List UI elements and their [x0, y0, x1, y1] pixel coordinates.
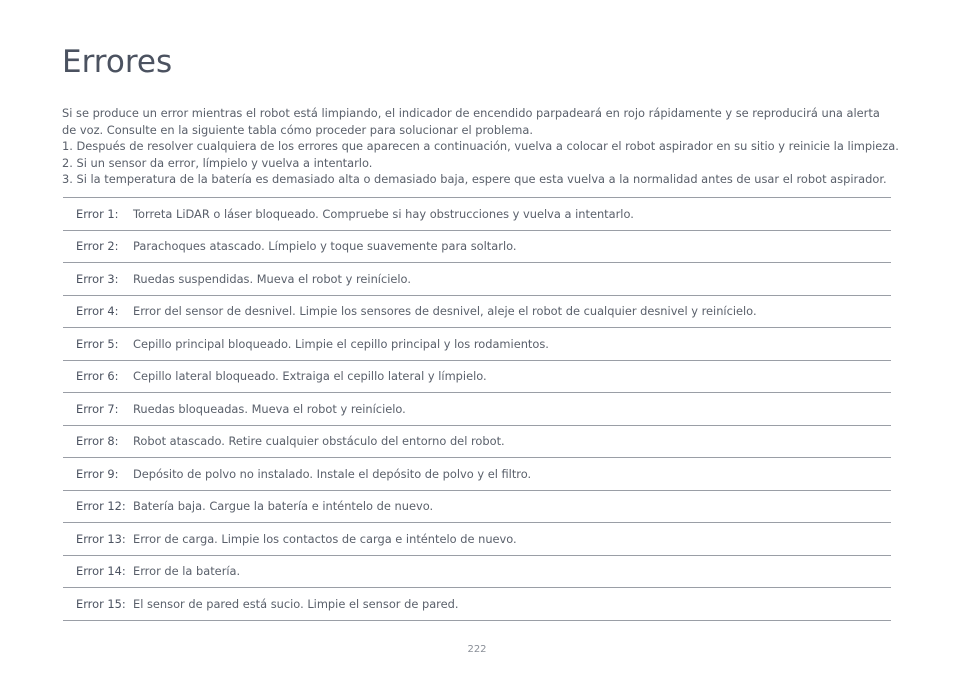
table-row [63, 328, 891, 361]
error-description: Error del sensor de desnivel. Limpie los sensores de desnivel, aleje el robot de cualquier desnivel y reinícielo. [133, 304, 757, 319]
table-row [63, 296, 891, 329]
table-row [63, 523, 891, 556]
table-row [63, 556, 891, 589]
intro-line: 3. Si la temperatura de la batería es demasiado alta o demasiado baja, espere que esta vuelva a la normalidad antes de usar el robot aspirador. [62, 172, 887, 186]
error-description: Torreta LiDAR o láser bloqueado. Compruebe si hay obstrucciones y vuelva a intentarlo. [133, 206, 634, 221]
error-code: Error 2: [76, 239, 119, 254]
error-table [63, 197, 891, 621]
table-row [63, 198, 891, 231]
error-code: Error 6: [76, 369, 119, 384]
intro-line: Si se produce un error mientras el robot está limpiando, el indicador de encendido parpadeará en rojo rápidamente y se reproducirá una alerta [62, 106, 880, 120]
error-description: Cepillo lateral bloqueado. Extraiga el cepillo lateral y límpielo. [133, 369, 487, 384]
intro-text [62, 105, 898, 188]
table-row [63, 263, 891, 296]
intro-line: 2. Si un sensor da error, límpielo y vuelva a intentarlo. [62, 155, 373, 170]
table-row [63, 361, 891, 394]
error-code: Error 8: [76, 434, 119, 449]
error-description: Ruedas suspendidas. Mueva el robot y reinícielo. [133, 271, 411, 286]
error-description: Depósito de polvo no instalado. Instale el depósito de polvo y el filtro. [133, 466, 532, 481]
error-code: Error 9: [76, 466, 119, 481]
table-row [63, 393, 891, 426]
error-code: Error 15: [76, 596, 126, 611]
error-description: Robot atascado. Retire cualquier obstáculo del entorno del robot. [133, 434, 505, 449]
error-code: Error 4: [76, 304, 119, 319]
error-code: Error 1: [76, 206, 119, 221]
error-description: Error de carga. Limpie los contactos de carga e inténtelo de nuevo. [133, 531, 517, 546]
table-row [63, 588, 891, 621]
error-description: Ruedas bloqueadas. Mueva el robot y reinícielo. [133, 401, 406, 416]
page-number: 222 [467, 644, 487, 655]
intro-line: 1. Después de resolver cualquiera de los errores que aparecen a continuación, vuelva a colocar el robot aspirador en su sitio y reinicie la limpieza. [62, 139, 899, 153]
intro-line: de voz. Consulte en la siguiente tabla cómo proceder para solucionar el problema. [62, 122, 534, 137]
error-code: Error 12: [76, 499, 126, 514]
error-code: Error 13: [76, 531, 126, 546]
table-row [63, 426, 891, 459]
error-code: Error 5: [76, 336, 119, 351]
table-row [63, 458, 891, 491]
error-code: Error 3: [76, 271, 119, 286]
error-code: Error 7: [76, 401, 119, 416]
error-description: Cepillo principal bloqueado. Limpie el cepillo principal y los rodamientos. [133, 336, 549, 351]
error-description: Batería baja. Cargue la batería e inténtelo de nuevo. [133, 499, 434, 514]
table-row [63, 491, 891, 524]
table-row [63, 231, 891, 264]
error-description: Error de la batería. [133, 564, 241, 579]
error-description: El sensor de pared está sucio. Limpie el sensor de pared. [133, 596, 459, 611]
error-description: Parachoques atascado. Límpielo y toque suavemente para soltarlo. [133, 239, 517, 254]
page-title: Errores [62, 44, 173, 80]
error-code: Error 14: [76, 564, 126, 579]
